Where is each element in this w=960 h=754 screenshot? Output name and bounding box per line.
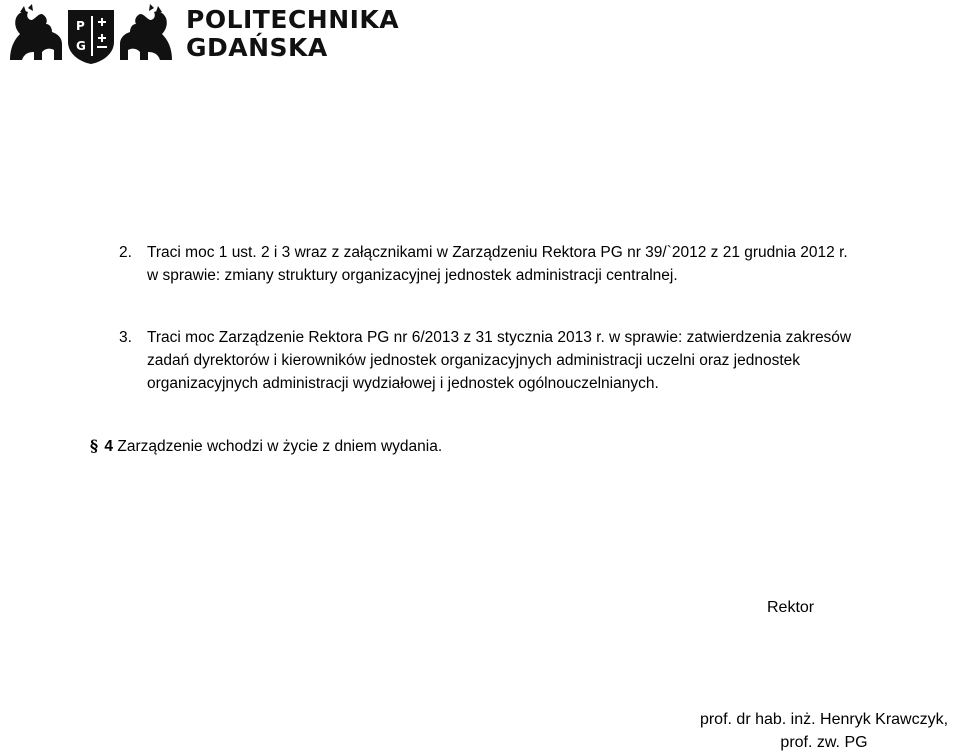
list-item-line: Traci moc Zarządzenie Rektora PG nr 6/2013 z 31 stycznia 2013 r. w sprawie: zatwierdzenia zakresów — [147, 329, 852, 346]
signature-block — [689, 708, 959, 754]
list-item-3 — [119, 326, 949, 395]
paragraph-number: 4 — [104, 438, 114, 455]
list-item-line: w sprawie: zmiany struktury organizacyjnej jednostek administracji centralnej. — [147, 267, 678, 284]
list-item-2 — [119, 241, 949, 287]
svg-text:P: P — [76, 19, 85, 33]
signatory-position: prof. zw. PG — [780, 734, 868, 751]
signature-title: Rektor — [767, 599, 815, 616]
list-item-line: zadań dyrektorów i kierowników jednostek organizacyjnych administracji uczelni oraz jednostek — [147, 352, 801, 369]
list-item-line: organizacyjnych administracji wydziałowej i jednostek ogólnouczelnianych. — [147, 375, 659, 392]
list-item-line: Traci moc 1 ust. 2 i 3 wraz z załącznikami w Zarządzeniu Rektora PG nr 39/`2012 z 21 grudnia 2012 r. — [147, 244, 848, 261]
university-name-line2: GDAŃSKA — [186, 33, 328, 62]
list-item-content — [147, 241, 949, 287]
list-item-content — [147, 326, 949, 395]
paragraph-text: Zarządzenie wchodzi w życie z dniem wydania. — [117, 438, 443, 455]
list-item-number: 3. — [119, 329, 132, 346]
politechnika-gdanska-crest-icon — [6, 2, 176, 66]
section-symbol: § — [90, 436, 99, 455]
list-item-number: 2. — [119, 244, 132, 261]
paragraph-4 — [90, 434, 442, 458]
letterhead — [6, 2, 399, 66]
university-name-line1: POLITECHNIKA — [186, 5, 400, 34]
svg-text:G: G — [76, 39, 86, 53]
signatory-name: prof. dr hab. inż. Henryk Krawczyk, — [699, 711, 949, 728]
university-name — [186, 6, 399, 62]
